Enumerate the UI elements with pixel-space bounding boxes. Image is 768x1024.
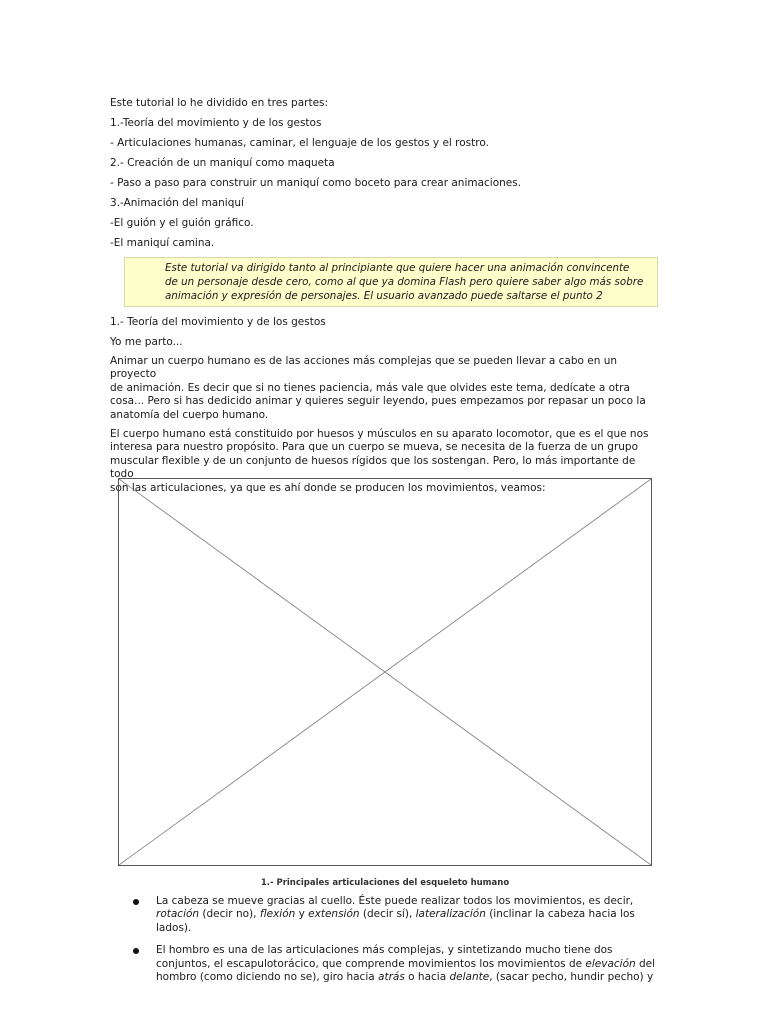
- outline-item-6: -El guión y el guión gráfico.: [110, 217, 254, 229]
- text: del hombro (como diciendo no se), giro hacia: [156, 957, 656, 984]
- outline-item-4: - Paso a paso para construir un maniquí como boceto para crear animaciones.: [110, 177, 522, 189]
- paragraph-animation: [110, 355, 660, 422]
- section-subheading: Yo me parto...: [110, 336, 183, 348]
- text: El hombro es una de las articulaciones más complejas, y sintetizando mucho tiene dos conjuntos, el escapulotorácico, que comprende movimientos los movimientos de: [156, 944, 613, 970]
- joints-list: [110, 895, 666, 993]
- list-item: [110, 944, 666, 984]
- paragraph-line: muscular flexible y de un conjunto de huesos rígidos que los sostengan. Pero, lo más importante de todo: [110, 454, 636, 481]
- outline-item-1: 1.-Teoría del movimiento y de los gestos: [110, 117, 322, 129]
- paragraph-line: interesa para nuestro propósito. Para que un cuerpo se mueva, se necesita de la fuerza de un grupo: [110, 441, 639, 454]
- intro-lead: Este tutorial lo he dividido en tres partes:: [110, 97, 329, 109]
- audience-note: [124, 257, 658, 307]
- text: La cabeza se mueve gracias al cuello. Éste puede realizar todos los movimientos, es decir,: [156, 895, 634, 907]
- list-item: [110, 895, 666, 935]
- text: , (sacar pecho, hundir pecho) y: [489, 971, 654, 984]
- text: (decir sí),: [359, 908, 416, 921]
- paragraph-line: de animación. Es decir que si no tienes paciencia, más vale que olvides este tema, dedícate a otra: [110, 381, 630, 394]
- broken-image-icon: [119, 479, 651, 865]
- emphasis: atrás: [378, 971, 405, 984]
- note-line: animación y expresión de personajes. El usuario avanzado puede saltarse el punto 2: [165, 290, 603, 302]
- emphasis: rotación: [156, 908, 200, 921]
- emphasis: delante: [449, 971, 490, 984]
- text: o hacia: [404, 971, 450, 984]
- document-body: [110, 96, 660, 501]
- bullet-icon: [133, 948, 139, 954]
- bullet-icon: [133, 899, 139, 905]
- text: (inclinar la cabeza hacia los lados).: [156, 908, 635, 934]
- image-placeholder: [118, 478, 652, 866]
- outline-item-7: -El maniquí camina.: [110, 237, 215, 249]
- paragraph-line: son las articulaciones, ya que es ahí donde se producen los movimientos, veamos:: [110, 481, 546, 494]
- outline-item-3: 2.- Creación de un maniquí como maqueta: [110, 157, 335, 169]
- emphasis: extensión: [308, 908, 360, 921]
- outline-item-5: 3.-Animación del maniquí: [110, 197, 244, 209]
- paragraph-line: anatomía del cuerpo humano.: [110, 408, 269, 421]
- note-line: de un personaje desde cero, como al que ya domina Flash pero quiere saber algo más sobre: [165, 276, 644, 288]
- note-line: Este tutorial va dirigido tanto al principiante que quiere hacer una animación convincente: [165, 262, 630, 274]
- paragraph-line: El cuerpo humano está constituido por huesos y músculos en su aparato locomotor, que es el que nos: [110, 428, 649, 441]
- paragraph-line: Animar un cuerpo humano es de las acciones más complejas que se pueden llevar a cabo en un proyecto: [110, 355, 618, 381]
- paragraph-line: cosa... Pero si has dedicido animar y quieres seguir leyendo, pues empezamos por repasar un poco la: [110, 395, 646, 408]
- section-heading: 1.- Teoría del movimiento y de los gestos: [110, 316, 326, 328]
- emphasis: elevación: [585, 957, 636, 970]
- figure-caption: 1.- Principales articulaciones del esqueleto humano: [260, 878, 510, 888]
- text: y: [295, 908, 309, 921]
- emphasis: lateralización: [415, 908, 486, 921]
- text: (decir no),: [199, 908, 260, 921]
- outline-item-2: - Articulaciones humanas, caminar, el lenguaje de los gestos y el rostro.: [110, 137, 489, 149]
- emphasis: flexión: [259, 908, 296, 921]
